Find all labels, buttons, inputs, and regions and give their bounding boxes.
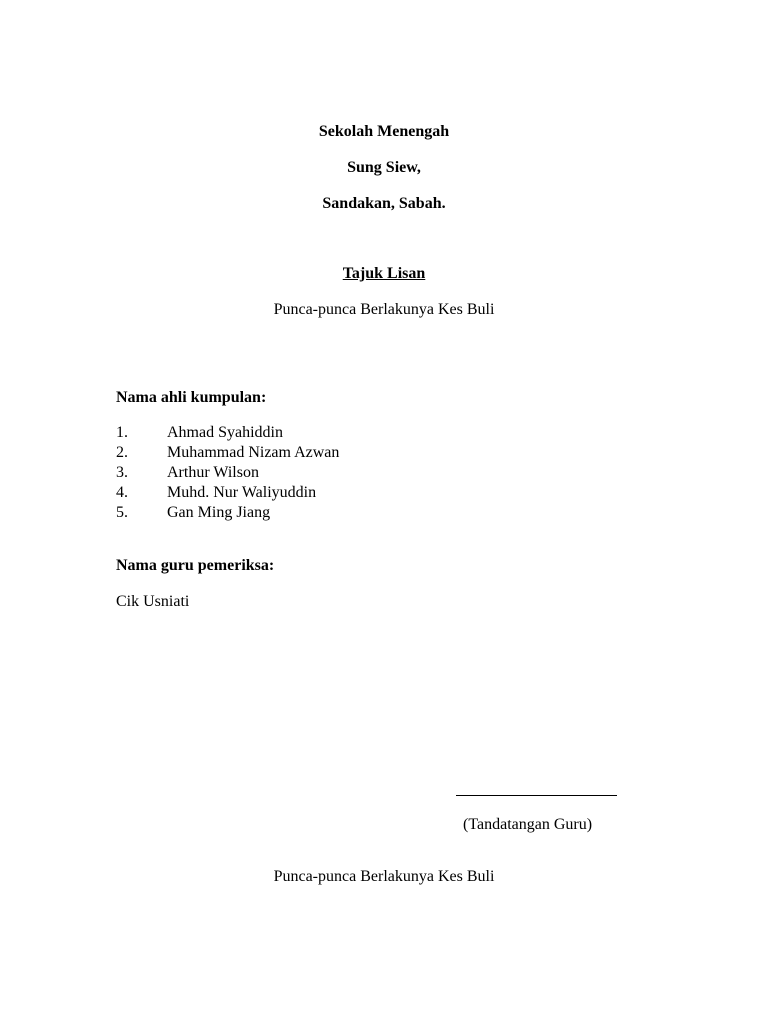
member-number: 5. (116, 504, 128, 521)
footer-text: Punca-punca Berlakunya Kes Buli (273, 868, 495, 885)
member-name: Ahmad Syahiddin (167, 424, 283, 441)
member-number: 4. (116, 484, 128, 501)
member-number: 2. (116, 444, 128, 461)
list-item (0, 503, 768, 523)
school-name-line2: Sung Siew, (347, 159, 421, 176)
teacher-heading: Nama guru pemeriksa: (116, 557, 275, 574)
topic-heading-text: Tajuk Lisan (342, 265, 426, 282)
member-number: 3. (116, 464, 128, 481)
member-name: Arthur Wilson (167, 464, 259, 481)
school-name-line1: Sekolah Menengah (318, 123, 450, 140)
list-item (0, 443, 768, 463)
list-item (0, 483, 768, 503)
school-location: Sandakan, Sabah. (322, 195, 446, 212)
topic-title: Punca-punca Berlakunya Kes Buli (273, 301, 495, 318)
teacher-name: Cik Usniati (116, 593, 190, 610)
member-name: Gan Ming Jiang (167, 504, 271, 521)
signature-line (456, 795, 617, 796)
list-item (0, 423, 768, 443)
signature-caption: (Tandatangan Guru) (463, 816, 593, 833)
members-heading: Nama ahli kumpulan: (116, 389, 267, 406)
member-name: Muhd. Nur Waliyuddin (167, 484, 317, 501)
topic-heading (0, 264, 768, 284)
list-item (0, 463, 768, 483)
member-number: 1. (116, 424, 128, 441)
member-name: Muhammad Nizam Azwan (167, 444, 340, 461)
